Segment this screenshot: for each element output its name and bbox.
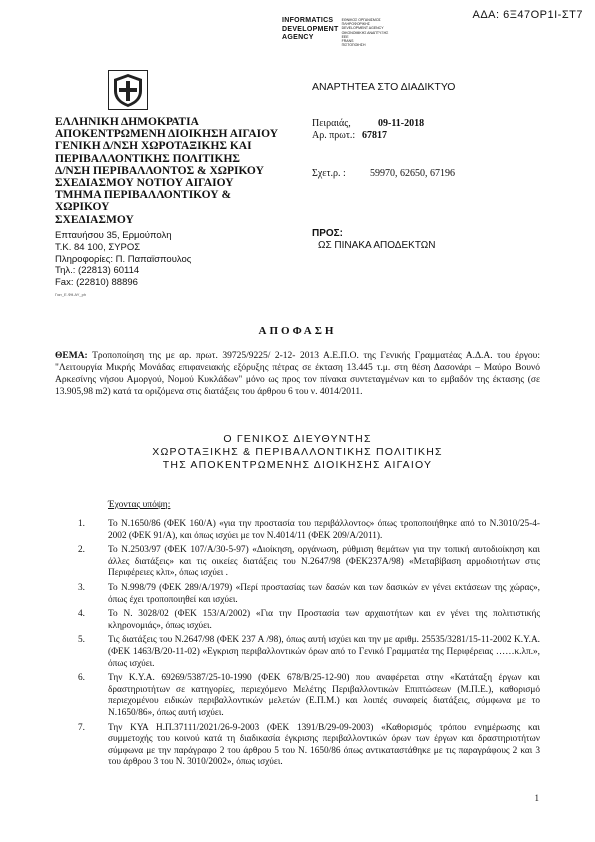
- informatics-agency-logo: [282, 17, 402, 47]
- issuing-authority-header: ΕΛΛΗΝΙΚΗ ΔΗΜΟΚΡΑΤΙΑ ΑΠΟΚΕΝΤΡΩΜΕΝΗ ΔΙΟΙΚΗΣΗ ΑΙΓΑΙΟΥ ΓΕΝΙΚΗ Δ/ΝΣΗ ΧΩΡΟΤΑΞΙΚΗΣ ΚΑΙ ΠΕΡΙΒΑΛΛΟΝΤΙΚΗΣ ΠΟΛΙΤΙΚΗΣ Δ/ΝΣΗ ΠΕΡΙΒΑΛΛΟΝΤΟΣ & ΧΩΡΙΚΟΥ ΣΧΕΔΙΑΣΜΟΥ ΝΟΤΙΟΥ ΑΙΓΑΙΟΥ ΤΜΗΜΑ ΠΕΡΙΒΑΛΛΟΝΤΙΚΟΥ & ΧΩΡΙΚΟΥ ΣΧΕΔΙΑΣΜΟΥ: [55, 116, 279, 226]
- list-item: 6. Την Κ.Υ.Α. 69269/5387/25-10-1990 (ΦΕΚ 678/Β/25-12-90) που αναφέρεται στην «Κατάταξη έργων και δραστηριοτήτων σε κατηγορίες, περιεχόμενο Μελέτης Περιβαλλοντικών Επιπτώσεων (Μ.Π.Ε.), καθορισμό περιεχομένου ειδικών περιβαλλοντικών μελετών (Ε.Π.Μ.) και λοιπές συναφείς διατάξεις, σύμφωνα με το Ν.1650/86», όπως αυτή ισχύει.: [78, 673, 540, 718]
- address-block: Επταυήσου 35, Ερμούπολη Τ.Κ. 84 100, ΣΥΡΟΣ Πληροφορίες: Π. Παπαϊσπουλος Τηλ.: (22813) 60114 Fax: (22810) 88896 Γιατ_Ε.Φθ.ΑΥ_ph: [55, 230, 192, 297]
- logo-text: INFORMATICS DEVELOPMENT AGENCY: [282, 17, 339, 41]
- list-item: 4. Το Ν. 3028/02 (ΦΕΚ 153/Α/2002) «Για την Προστασία των αρχαιοτήτων και εν γένει της πολιτιστικής κληρονομιάς», όπως ισχύει.: [78, 609, 540, 631]
- considerations-list: [78, 519, 540, 772]
- date-line: Πειραιάς, 09-11-2018: [312, 118, 425, 129]
- protocol-line: Αρ. πρωτ.: 67817: [312, 130, 387, 141]
- list-item: 2. Το Ν.2503/97 (ΦΕΚ 107/Α/30-5-97) «Διοίκηση, οργάνωση, ρύθμιση θεμάτων για την τοπική αυτοδιοίκηση και άλλες διατάξεις» και τις οικείες διατάξεις του Ν.2647/98 (ΦΕΚ237Α/98) «Μεταβίβαση αρμοδιοτήτων στις Περιφέρειες κλπ», όπως ισχύει .: [78, 545, 540, 579]
- logo-small-text: ΕΘΝΙΚΟΣ ΟΡΓΑΝΙΣΜΟΣ ΠΛΗΡΟΦΟΡΙΚΗΣ DEVELOPMENT AGENCY ΟΙΚΟΝΟΜΙΚΗΣ ΑΝΑΠΤΥΞΗΣ ΕΕΕ FRANS ΠΙΣΤΟΠΟΙΗΣΗ: [341, 18, 389, 48]
- subject-paragraph: ΘΕΜΑ: Τροποποίηση της με αρ. πρωτ. 39725/9225/ 2-12- 2013 Α.Ε.Π.Ο. της Γενικής Γραμματέας Α.Δ.Α. του έργου: "Λειτουργία Μικρής Μονάδας επιφανειακής εξόρυξης πέτρας σε έκταση 13.445 τ.μ. στη θέση Δασονάρι – Μαύρο Βουνό Αρκεσίνης νήσου Αμοργού, Νομού Κυκλάδων" μόνο ως προς τον πίνακα συντεταγμένων και το εμβαδόν της έκτασης (σε 13.905,98 m2) κατά τα οριζόμενα στις διατάξεις του άρθρου 6 του ν. 4014/2011.: [55, 351, 540, 397]
- list-item: 3. Το Ν.998/79 (ΦΕΚ 289/Α/1979) «Περί προστασίας των δασών και των δασικών εν γένει εκτάσεων της χώρας», όπως έχει τροποποιηθεί και ισχύει.: [78, 582, 540, 605]
- list-item: 7. Την ΚΥΑ Η.Π.37111/2021/26-9-2003 (ΦΕΚ 1391/Β/29-09-2003) «Καθορισμός τρόπου ενημέρωσης και συμμετοχής του κοινού κατά τη διαδικασία έγκρισης περιβαλλοντικών όρων των έργων και δραστηριοτήτων σύμφωνα με την παράγραφο 2 του άρθρου 5 του Ν. 1650/86 όπως αντικαταστάθηκε με τις παραγράφους 2 και 3 του άρθρου 3 του Ν. 3010/2002», όπως ισχύει.: [78, 722, 540, 768]
- related-line: Σχετ.ρ. : 59970, 62650, 67196: [312, 168, 455, 179]
- recipients-block: ΠΡΟΣ: ΩΣ ΠΙΝΑΚΑ ΑΠΟΔΕΚΤΩΝ: [312, 228, 436, 251]
- list-item: 1. Το Ν.1650/86 (ΦΕΚ 160/Α) «για την προστασία του περιβάλλοντος» όπως τροποποιήθηκε από το Ν.3010/25-4-2002 (ΦΕΚ 91/Α), και όπως ισχύει με τον Ν.4014/11 (ΦΕΚ 209/Α/2011).: [78, 519, 540, 541]
- page-number: 1: [534, 793, 539, 803]
- decision-title: ΑΠΟΦΑΣΗ: [258, 325, 337, 337]
- list-item: 5. Τις διατάξεις του Ν.2647/98 (ΦΕΚ 237 Α /98), όπως αυτή ισχύει και την με αριθμ. 25535/3281/15-11-2002 Κ.Υ.Α. (ΦΕΚ 1463/Β/20-11-02) «Εγκριση περιβαλλοντικών όρων από το Γενικό Γραμματέα της Περιφέρειας ……κ.λπ.», όπως ισχύει.: [78, 635, 540, 669]
- publish-online-note: ΑΝΑΡΤΗΤΕΑ ΣΤΟ ΔΙΑΔΙΚΤΥΟ: [312, 81, 456, 93]
- ada-code: ΑΔΑ: 6Ξ47ΟΡ1Ι-ΣΤ7: [472, 9, 583, 21]
- considering-heading: Έχοντας υπόψη:: [108, 500, 171, 510]
- greek-emblem-icon: [108, 70, 148, 110]
- general-director-heading: Ο ΓΕΝΙΚΟΣ ΔΙΕΥΘΥΝΤΗΣ ΧΩΡΟΤΑΞΙΚΗΣ & ΠΕΡΙΒΑΛΛΟΝΤΙΚΗΣ ΠΟΛΙΤΙΚΗΣ ΤΗΣ ΑΠΟΚΕΝΤΡΩΜΕΝΗΣ ΔΙΟΙΚΗΣΗΣ ΑΙΓΑΙΟΥ: [152, 433, 443, 471]
